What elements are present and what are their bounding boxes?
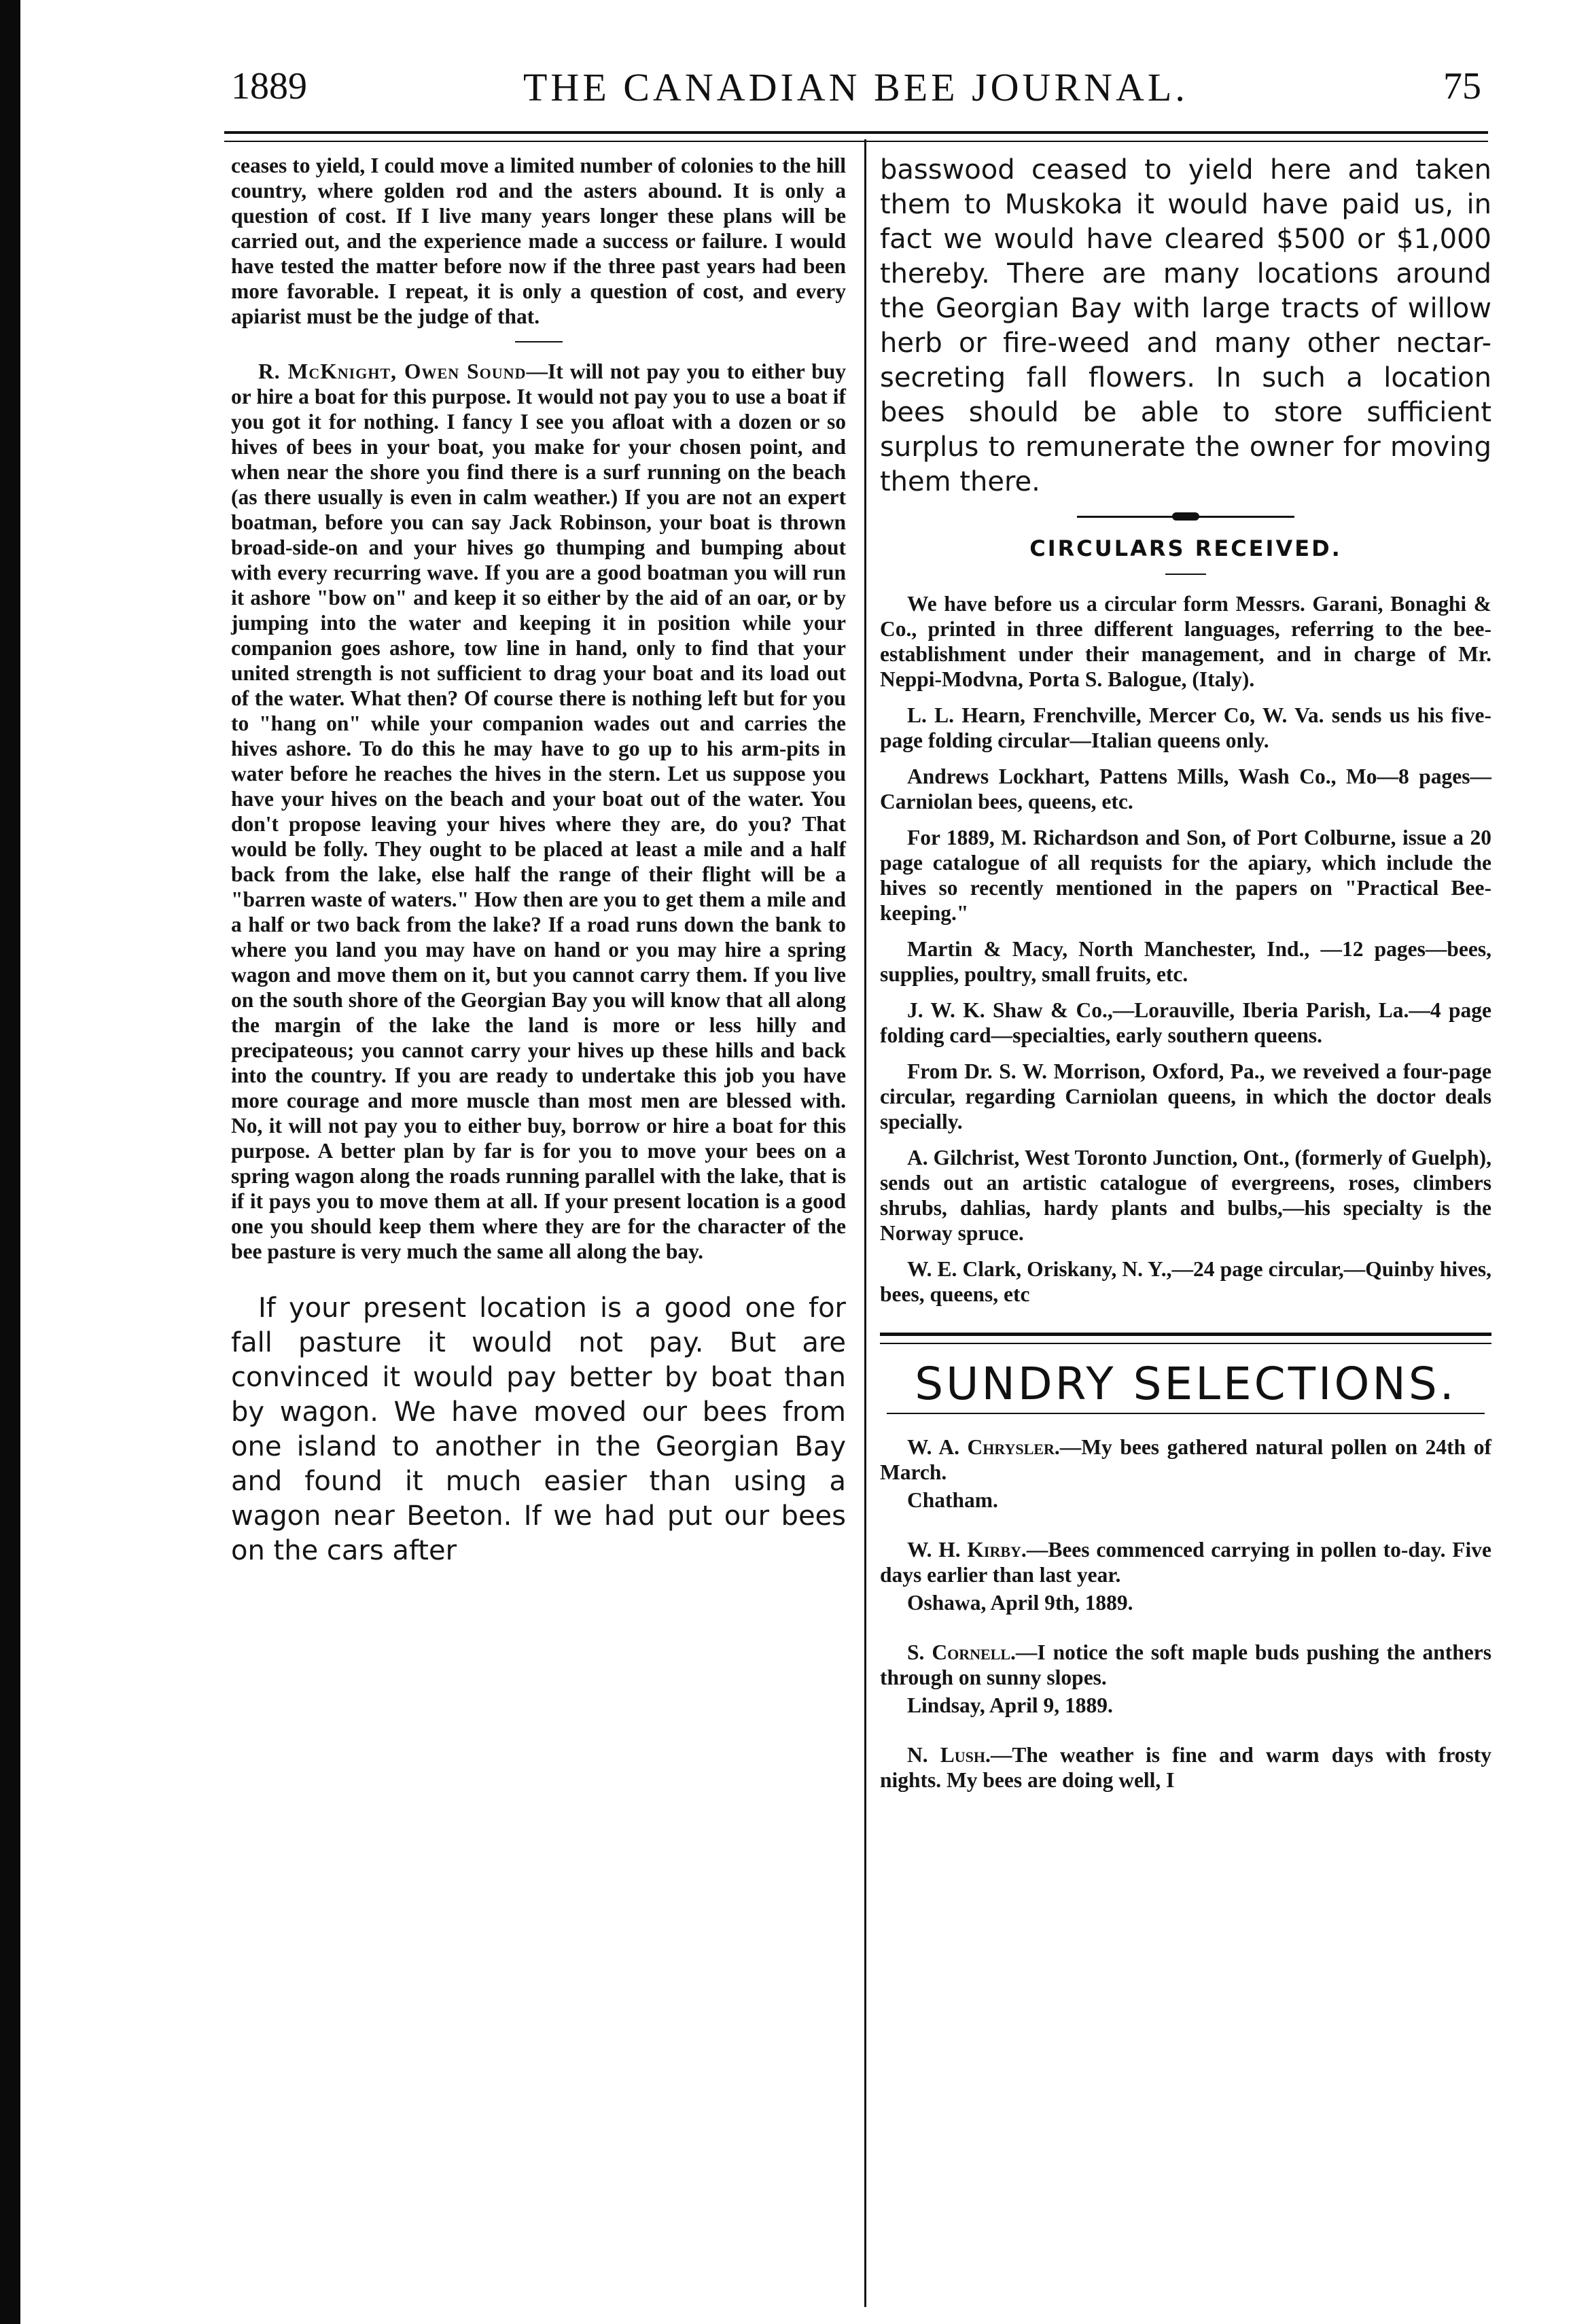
column-divider	[864, 139, 866, 2307]
sundry-heading: SUNDRY SELECTIONS.	[915, 1358, 1457, 1410]
circular-item: Martin & Macy, North Manchester, Ind., —12 pages—bees, supplies, poultry, small fruits, etc.	[880, 937, 1491, 986]
page-header	[231, 65, 1481, 133]
correspondent-text: —It will not pay you to either buy or hire a boat for this purpose. It would not pay you to use a boat if you got it for nothing. I fancy I see you afloat with a dozen or so hives of bees in your boat, you make for your chosen point, and when near the shore you find there is a surf running on the beach (as there usually is even in calm weather.) If you are not an expert boatman, before you can say Jack Robinson, your boat is thrown broad-side-on and your hives go thumping and bumping about with every recurring wave. If you are a good boatman you will run it ashore "bow on" and keep it so either by the aid of an oar, or by jumping into the water and keeping it in position while your companion goes ashore, tow line in hand, only to find that your united strength is not sufficient to drag your boat and its load out of the water. What then? Of course there is nothing left but for you to "hang on" while your companion wades out and carries the hives ashore. To do this he may have to go up to his arm-pits in water before he reaches the hives in the stern. Let us suppose you have your hives on the beach and your boat out of the water. You don't propose leaving your hives where they are, do you? That would be folly. They ought to be placed at least a mile and a half back from the lake, else half the range of their flight will be a "barren waste of waters." How then are you to get them a mile and a half or two back from the lake? If a road runs down the bank to where you land you may have on hand or you may hire a spring wagon and move them on it, but you cannot carry them. If you live on the south shore of the Georgian Bay you will know that all along the margin of the lake the land is more or less hilly and precipateous; you cannot carry your hives up these hills and back into the country. If you are ready to undertake this job you have more courage and more muscle than most men are blessed with. No, it will not pay you to either buy, borrow or hire a boat for this purpose. A better plan by far is for you to move your bees on a spring wagon along the roads running parallel with the lake, that is if it pays you to move them at all. If your present location is a good one you should keep them where they are for the character of the bee pasture is very much the same all along the bay.	[231, 359, 846, 1263]
section-dash	[1165, 574, 1206, 575]
left-paragraph-2	[231, 359, 846, 1264]
left-column	[231, 153, 846, 1578]
page-edge-bar	[0, 0, 20, 2324]
sundry-item: W. H. Kirby.—Bees commenced carrying in pollen to-day. Five days earlier than last year.	[880, 1538, 1492, 1587]
sundry-item: N. Lush.—The weather is fine and warm days with frosty nights. My bees are doing well, I	[880, 1743, 1491, 1792]
circular-item: From Dr. S. W. Morrison, Oxford, Pa., we reveived a four-page circular, regarding Carniolan queens, in which the doctor deals specially.	[880, 1059, 1491, 1133]
journal-title: THE CANADIAN BEE JOURNAL.	[523, 65, 1188, 109]
circular-item: A. Gilchrist, West Toronto Junction, Ont., (formerly of Guelph), sends out an artistic catalogue of evergreens, roses, climbers shrubs, dahlias, hardy plants and bulbs,—his specialty is the Norway spruce.	[880, 1146, 1491, 1245]
sundry-place: Oshawa, April 9th, 1889.	[907, 1591, 1133, 1615]
right-column	[880, 153, 1491, 1803]
sundry-item: W. A. Chrysler.—My bees gathered natural pollen on 24th of March.	[880, 1435, 1491, 1484]
circulars-heading: CIRCULARS RECEIVED.	[1029, 535, 1342, 561]
circular-item: For 1889, M. Richardson and Son, of Port Colburne, issue a 20 page catalogue of all requists for the apiary, which include the hives so recently mentioned in the papers on "Practical Bee-keeping."	[880, 826, 1491, 925]
sundry-place: Lindsay, April 9, 1889.	[907, 1693, 1113, 1717]
left-paragraph-1: ceases to yield, I could move a limited number of colonies to the hill country, where golden rod and the asters abound. It is only a question of cost. If I live many years longer these plans will be carried out, and the experience made a success or failure. I would have tested the matter before now if the three past years had been more favorable. I repeat, it is only a question of cost, and every apiarist must be the judge of that.	[231, 154, 846, 328]
circular-item: J. W. K. Shaw & Co.,—Lorauville, Iberia Parish, La.—4 page folding card—specialties, early southern queens.	[880, 998, 1491, 1047]
header-rule	[224, 131, 1488, 142]
circular-item: We have before us a circular form Messrs. Garani, Bonaghi & Co., printed in three different languages, referring to the bee-establishment under their management, and in charge of Mr. Neppi-Modvna, Porta S. Balogue, (Italy).	[880, 592, 1491, 691]
circular-item: W. E. Clark, Oriskany, N. Y.,—24 page circular,—Quinby hives, bees, queens, etc	[880, 1257, 1491, 1306]
circular-item: Andrews Lockhart, Pattens Mills, Wash Co., Mo—8 pages—Carniolan bees, queens, etc.	[880, 764, 1491, 813]
left-paragraph-3: If your present location is a good one for fall pasture it would not pay. But are convinced it would pay better by boat than by wagon. We have moved our bees from one island to another in the Georgian Bay and found it much easier than using a wagon near Beeton. If we had put our bees on the cars after	[231, 1292, 846, 1566]
page-number: 75	[1443, 65, 1481, 107]
sundry-place: Chatham.	[907, 1488, 998, 1512]
sundry-underline	[887, 1413, 1485, 1414]
section-dash	[515, 341, 563, 342]
sundry-item: S. Cornell.—I notice the soft maple buds pushing the anthers through on sunny slopes.	[880, 1640, 1491, 1689]
ornament-rule	[1077, 516, 1294, 518]
correspondent-name: R. McKnight, Owen Sound	[258, 359, 527, 383]
circular-item: L. L. Hearn, Frenchville, Mercer Co, W. Va. sends us his five-page folding circular—Italian queens only.	[880, 703, 1491, 752]
header-year: 1889	[231, 65, 307, 107]
sundry-top-rule	[880, 1333, 1491, 1344]
right-paragraph-1: basswood ceased to yield here and taken them to Muskoka it would have paid us, in fact we would have cleared $500 or $1,000 thereby. There are many locations around the Georgian Bay with large tracts of willow herb or fire-weed and many other nectar-secreting fall flowers. In such a location bees should be able to store sufficient surplus to remunerate the owner for moving them there.	[880, 154, 1491, 497]
